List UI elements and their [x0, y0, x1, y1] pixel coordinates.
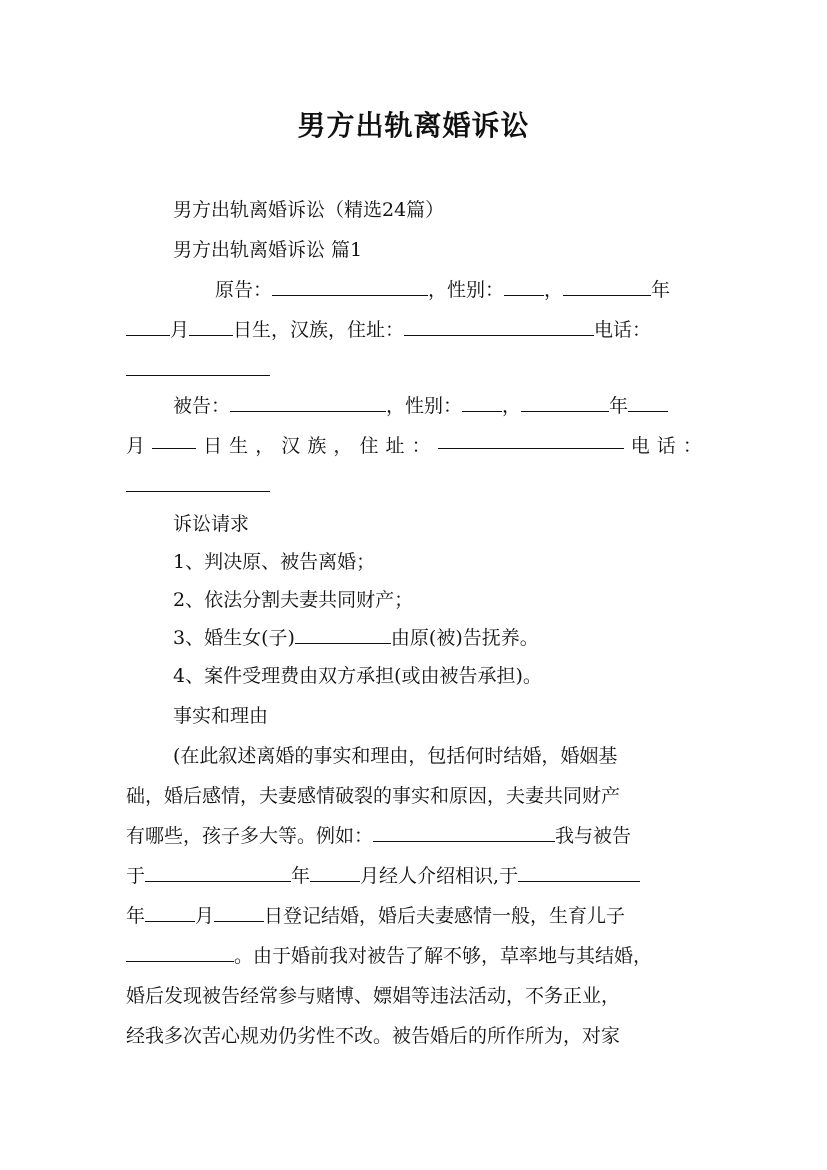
- claim-item: 4、案件受理费由双方承担(或由被告承担)。: [173, 665, 542, 687]
- facts-blank: [373, 821, 555, 842]
- defendant-address-blank: [438, 428, 624, 449]
- facts-line: [126, 898, 702, 934]
- claim-item: [173, 620, 702, 656]
- plaintiff-month-blank: [126, 315, 170, 336]
- defendant-day-blank: [152, 428, 196, 449]
- claim-item: 1、判决原、被告离婚；: [173, 551, 376, 573]
- plaintiff-line-1: [215, 272, 702, 308]
- facts-text: 有哪些，孩子多大等。例如：: [126, 825, 374, 847]
- facts-text: 。由于婚前我对被告了解不够，草率地与其结婚，: [234, 945, 653, 967]
- claim-3-blank: [295, 623, 391, 644]
- facts-blank: [214, 901, 264, 922]
- facts-text: 日登记结婚，婚后夫妻感情一般，生育儿子: [264, 905, 626, 927]
- facts-text: 月经人介绍相识,于: [360, 865, 519, 887]
- plaintiff-comma: ，: [544, 279, 564, 301]
- facts-text: 月: [195, 905, 215, 927]
- defendant-birth-char: ：: [411, 435, 431, 457]
- defendant-birth-char: 生: [229, 435, 249, 457]
- defendant-line-3: [126, 468, 702, 504]
- defendant-phone-blank: [126, 471, 270, 492]
- facts-line: 经我多次苦心规劝仍劣性不改。被告婚后的所作所为，对家: [126, 1025, 621, 1047]
- plaintiff-month-label: 月: [170, 319, 190, 341]
- facts-text: 年: [291, 865, 311, 887]
- document-subtitle: 男方出轨离婚诉讼（精选24篇）: [173, 199, 445, 221]
- plaintiff-address-blank: [404, 315, 594, 336]
- facts-line: (在此叙述离婚的事实和理由，包括何时结婚，婚姻基: [173, 745, 618, 767]
- plaintiff-gender-label: ，性别：: [428, 279, 505, 301]
- facts-line: [126, 938, 702, 974]
- plaintiff-gender-blank: [504, 275, 544, 296]
- defendant-gender-blank: [462, 391, 502, 412]
- defendant-birth-char: 日: [203, 435, 223, 457]
- facts-blank: [145, 861, 291, 882]
- facts-line: 婚后发现被告经常参与赌博、嫖娼等违法活动，不务正业，: [126, 985, 621, 1007]
- facts-line: [126, 818, 702, 854]
- defendant-birth-char: 址: [385, 435, 405, 457]
- claims-heading: 诉讼请求: [173, 513, 250, 535]
- defendant-comma: ，: [502, 395, 522, 417]
- defendant-line-2: [126, 428, 702, 464]
- claim-3-text-b: 由原(被)告抚养。: [390, 627, 539, 649]
- defendant-phone-char: 电: [630, 435, 650, 457]
- defendant-birth-char: ，: [333, 435, 353, 457]
- facts-line: [126, 858, 702, 894]
- facts-text: 我与被告: [555, 825, 632, 847]
- defendant-month-label: 月: [126, 435, 146, 457]
- defendant-phone-char: ：: [682, 435, 702, 457]
- plaintiff-year-label: 年: [651, 279, 671, 301]
- defendant-birth-char: 住: [359, 435, 379, 457]
- facts-blank: [145, 901, 195, 922]
- defendant-gender-label: ，性别：: [386, 395, 463, 417]
- defendant-phone-char: 话: [656, 435, 676, 457]
- facts-text: 年: [126, 905, 146, 927]
- defendant-year-blank: [521, 391, 609, 412]
- defendant-month-blank-a: [628, 391, 668, 412]
- section-heading: 男方出轨离婚诉讼 篇1: [173, 239, 363, 261]
- facts-line: 础，婚后感情，夫妻感情破裂的事实和原因，夫妻共同财产: [126, 785, 621, 807]
- plaintiff-year-blank: [563, 275, 651, 296]
- facts-blank: [518, 861, 640, 882]
- facts-text: 于: [126, 865, 146, 887]
- plaintiff-line-2: [126, 312, 702, 348]
- defendant-birth-char: 汉: [281, 435, 301, 457]
- defendant-name-blank: [230, 391, 386, 412]
- facts-blank: [310, 861, 360, 882]
- plaintiff-label: 原告：: [215, 279, 273, 301]
- plaintiff-line-3: [126, 352, 702, 388]
- defendant-line-1: [173, 388, 702, 424]
- plaintiff-birth-label: 日生，汉族，住址：: [233, 319, 405, 341]
- claim-3-text-a: 3、婚生女(子): [173, 627, 295, 649]
- plaintiff-phone-label: 电话：: [594, 319, 652, 341]
- plaintiff-phone-blank: [126, 355, 270, 376]
- plaintiff-name-blank: [272, 275, 428, 296]
- facts-blank: [126, 941, 234, 962]
- document-title: 男方出轨离婚诉讼: [297, 109, 530, 142]
- defendant-label: 被告：: [173, 395, 231, 417]
- defendant-birth-char: 族: [307, 435, 327, 457]
- defendant-birth-char: ，: [255, 435, 275, 457]
- claim-item: 2、依法分割夫妻共同财产；: [173, 589, 414, 611]
- facts-heading: 事实和理由: [173, 705, 269, 727]
- plaintiff-day-blank: [189, 315, 233, 336]
- defendant-year-label: 年: [609, 395, 629, 417]
